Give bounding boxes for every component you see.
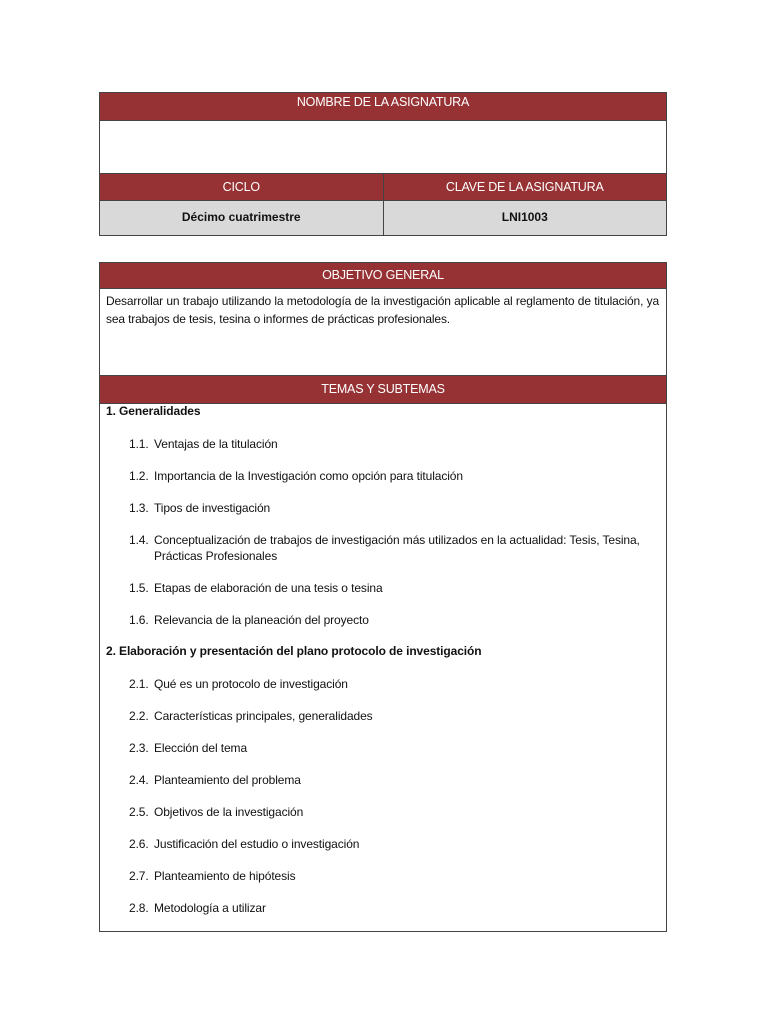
topic-item-number: 2.5. bbox=[129, 805, 149, 819]
topic-item-number: 1.1. bbox=[129, 437, 149, 451]
topic-item-number: 2.8. bbox=[129, 901, 149, 915]
topic-item-text: Metodología a utilizar bbox=[154, 901, 266, 915]
topic-item-number: 1.3. bbox=[129, 501, 149, 515]
topic-item-number: 2.7. bbox=[129, 869, 149, 883]
topic-item bbox=[106, 676, 660, 692]
section-title: 2. Elaboración y presentación del plano protocolo de investigación bbox=[106, 644, 482, 658]
topic-item bbox=[106, 580, 660, 596]
topic-item-number: 2.6. bbox=[129, 837, 149, 851]
topic-item bbox=[106, 532, 660, 564]
topic-item bbox=[106, 900, 660, 916]
topic-item-number: 2.2. bbox=[129, 709, 149, 723]
topic-item-text: Características principales, generalidades bbox=[154, 709, 373, 723]
topic-item-number: 2.3. bbox=[129, 741, 149, 755]
topic-item-text: Relevancia de la planeación del proyecto bbox=[154, 613, 369, 627]
topic-item-number: 1.4. bbox=[129, 533, 149, 547]
syllabus-table bbox=[99, 262, 667, 932]
topic-item bbox=[106, 436, 660, 452]
topic-item-text: Objetivos de la investigación bbox=[154, 805, 304, 819]
topics-list bbox=[100, 404, 666, 916]
topic-item-text: Conceptualización de trabajos de investigación más utilizados en la actualidad: Tesis, Tesina, bbox=[154, 533, 640, 547]
course-name-header: NOMBRE DE LA ASIGNATURA bbox=[100, 93, 666, 121]
topic-item bbox=[106, 804, 660, 820]
topic-item-text: Justificación del estudio o investigación bbox=[154, 837, 360, 851]
topic-item-text: Ventajas de la titulación bbox=[154, 437, 278, 451]
topics-header: TEMAS Y SUBTEMAS bbox=[100, 376, 666, 404]
topic-item bbox=[106, 708, 660, 724]
objective-text: Desarrollar un trabajo utilizando la metodología de la investigación aplicable al reglamento de titulación, ya sea trabajos de tesis, tesina o informes de prácticas profesionales. bbox=[100, 289, 666, 376]
topic-item-number: 2.1. bbox=[129, 677, 149, 691]
course-info-table bbox=[99, 92, 667, 236]
course-code-value: LNI1003 bbox=[383, 201, 667, 235]
topic-item bbox=[106, 468, 660, 484]
topic-item-number: 2.4. bbox=[129, 773, 149, 787]
topic-item-text: Qué es un protocolo de investigación bbox=[154, 677, 348, 691]
cycle-value: Décimo cuatrimestre bbox=[181, 210, 301, 224]
course-meta-header-row bbox=[100, 174, 666, 201]
topic-item-text: Planteamiento de hipótesis bbox=[154, 869, 296, 883]
topic-item-text: Tipos de investigación bbox=[154, 501, 271, 515]
topic-item-number: 1.5. bbox=[129, 581, 149, 595]
topic-item-text: Planteamiento del problema bbox=[154, 773, 301, 787]
topic-item bbox=[106, 868, 660, 884]
topic-item bbox=[106, 500, 660, 516]
topic-item bbox=[106, 740, 660, 756]
topic-item-text: Importancia de la Investigación como opción para titulación bbox=[154, 469, 463, 483]
topic-item-number: 1.6. bbox=[129, 613, 149, 627]
topic-item bbox=[106, 836, 660, 852]
objective-header: OBJETIVO GENERAL bbox=[100, 263, 666, 289]
topic-item-number: 1.2. bbox=[129, 469, 149, 483]
topic-item-text-continued: Prácticas Profesionales bbox=[154, 549, 278, 563]
course-name-value bbox=[100, 121, 666, 174]
topic-item bbox=[106, 772, 660, 788]
section-title: 1. Generalidades bbox=[106, 404, 201, 418]
cycle-header: CICLO bbox=[100, 174, 383, 201]
topic-item bbox=[106, 612, 660, 628]
course-code-header: CLAVE DE LA ASIGNATURA bbox=[383, 174, 667, 201]
course-meta-value-row bbox=[100, 201, 666, 235]
topic-item-text: Elección del tema bbox=[154, 741, 248, 755]
topic-item-text: Etapas de elaboración de una tesis o tesina bbox=[154, 581, 383, 595]
